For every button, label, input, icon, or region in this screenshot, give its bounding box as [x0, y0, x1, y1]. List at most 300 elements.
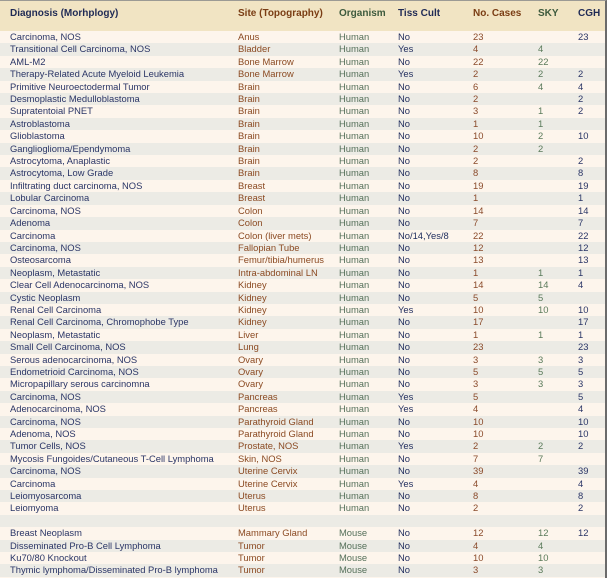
- cell-sky: [538, 205, 578, 217]
- cell-no-cases: 10: [473, 130, 484, 142]
- cell-organism: Human: [339, 142, 370, 154]
- cell-site: [238, 515, 339, 527]
- cell-cgh: 17: [578, 316, 589, 328]
- table-row[interactable]: [0, 527, 605, 539]
- table-row[interactable]: [0, 515, 605, 527]
- cell-cgh: 4: [578, 279, 584, 291]
- cell-organism: Human: [339, 254, 370, 266]
- cell-tiss-cult: No: [398, 490, 410, 502]
- table-row[interactable]: [0, 68, 605, 80]
- cell-diagnosis: Astrocytoma, Anaplastic: [10, 155, 111, 167]
- table-row[interactable]: [0, 167, 605, 179]
- cell-organism: Human: [339, 43, 370, 55]
- cell-no-cases: 22: [473, 55, 484, 67]
- cell-cgh: 12: [578, 241, 589, 253]
- cell-sky: 2: [538, 440, 544, 452]
- cell-organism: Human: [339, 477, 370, 489]
- cell-no-cases: 5: [473, 291, 479, 303]
- cell-organism: Mouse: [339, 552, 368, 564]
- cell-diagnosis: Mycosis Fungoides/Cutaneous T-Cell Lymphoma: [10, 452, 214, 464]
- cell-no-cases: 8: [473, 167, 479, 179]
- cell-tiss-cult: No: [398, 192, 410, 204]
- cell-sky: 1: [538, 328, 544, 340]
- table-row[interactable]: [0, 267, 605, 279]
- cell-sky: 3: [538, 564, 544, 576]
- cell-site: Tumor: [238, 539, 265, 551]
- cell-cgh: 10: [578, 130, 589, 142]
- cell-diagnosis: AML-M2: [10, 55, 46, 67]
- cell-diagnosis: Leiomyosarcoma: [10, 490, 82, 502]
- cell-no-cases: 23: [473, 341, 484, 353]
- table-row[interactable]: [0, 341, 605, 353]
- cell-cgh: 2: [578, 68, 584, 80]
- cell-organism: Human: [339, 378, 370, 390]
- column-header-organism[interactable]: Organism: [339, 8, 386, 19]
- cell-site: Femur/tibia/humerus: [238, 254, 324, 266]
- cell-cgh: 8: [578, 490, 584, 502]
- cell-sky: 4: [538, 80, 544, 92]
- cell-site: Kidney: [238, 279, 267, 291]
- cell-cgh: 4: [578, 403, 584, 415]
- column-header-sky[interactable]: SKY: [538, 8, 559, 19]
- cell-diagnosis: Adenoma: [10, 217, 51, 229]
- cell-no-cases: 2: [473, 93, 479, 105]
- cell-tiss-cult: No: [398, 55, 410, 67]
- cell-cgh: 12: [578, 527, 589, 539]
- cell-organism: Human: [339, 403, 370, 415]
- cell-tiss-cult: No: [398, 179, 410, 191]
- table-row[interactable]: [0, 552, 605, 564]
- cell-cgh: [578, 143, 605, 155]
- table-row[interactable]: [0, 304, 605, 316]
- cell-organism: Human: [339, 316, 370, 328]
- cell-diagnosis: Infiltrating duct carcinoma, NOS: [10, 179, 143, 191]
- cell-diagnosis: Ganglioglioma/Ependymoma: [10, 142, 131, 154]
- cell-tiss-cult: Yes: [398, 403, 414, 415]
- cell-diagnosis: Glioblastoma: [10, 130, 65, 142]
- table-row[interactable]: [0, 403, 605, 415]
- cell-cgh: [578, 43, 605, 55]
- table-row[interactable]: [0, 217, 605, 229]
- cell-tiss-cult: Yes: [398, 390, 414, 402]
- cell-organism: Human: [339, 452, 370, 464]
- cell-tiss-cult: No: [398, 415, 410, 427]
- table-row[interactable]: [0, 105, 605, 117]
- cell-tiss-cult: No: [398, 552, 410, 564]
- table-row[interactable]: [0, 391, 605, 403]
- cell-tiss-cult: Yes: [398, 303, 414, 315]
- cell-site: Colon: [238, 204, 263, 216]
- column-header-site[interactable]: Site (Topography): [238, 8, 323, 19]
- table-row[interactable]: [0, 440, 605, 452]
- cell-sky: [538, 155, 578, 167]
- cell-tiss-cult: No: [398, 80, 410, 92]
- cell-diagnosis: Small Cell Carcinoma, NOS: [10, 341, 126, 353]
- cell-sky: [538, 502, 578, 514]
- cell-tiss-cult: Yes: [398, 477, 414, 489]
- cell-sky: [538, 515, 578, 527]
- cell-no-cases: 3: [473, 564, 479, 576]
- cell-cgh: 1: [578, 192, 584, 204]
- cell-site: Tumor: [238, 552, 265, 564]
- cell-diagnosis: Neoplasm, Metastatic: [10, 266, 101, 278]
- table-row[interactable]: [0, 428, 605, 440]
- cell-sky: 3: [538, 378, 544, 390]
- cell-sky: [538, 428, 578, 440]
- cell-organism: [339, 515, 398, 527]
- cell-cgh: 1: [578, 328, 584, 340]
- cell-cgh: 22: [578, 229, 589, 241]
- table-row[interactable]: [0, 329, 605, 341]
- cell-tiss-cult: No: [398, 241, 410, 253]
- cell-diagnosis: Ku70/80 Knockout: [10, 552, 87, 564]
- table-row[interactable]: [0, 279, 605, 291]
- cell-cgh: 2: [578, 155, 584, 167]
- column-header-no-cases[interactable]: No. Cases: [473, 8, 522, 19]
- cell-site: Bladder: [238, 43, 271, 55]
- cell-cgh: 7: [578, 217, 584, 229]
- table-row[interactable]: [0, 155, 605, 167]
- cell-site: Skin, NOS: [238, 452, 282, 464]
- cell-organism: Human: [339, 179, 370, 191]
- cell-organism: Human: [339, 353, 370, 365]
- table-row[interactable]: [0, 354, 605, 366]
- cell-tiss-cult: No: [398, 266, 410, 278]
- cell-tiss-cult: No: [398, 341, 410, 353]
- cell-site: Colon: [238, 217, 263, 229]
- cell-site: Pancreas: [238, 403, 278, 415]
- cell-no-cases: 12: [473, 527, 484, 539]
- cell-diagnosis: Carcinoma, NOS: [10, 204, 81, 216]
- cell-sky: 5: [538, 365, 544, 377]
- cell-no-cases: 2: [473, 142, 479, 154]
- cell-site: Kidney: [238, 303, 267, 315]
- cell-cgh: 14: [578, 204, 589, 216]
- cell-site: Uterus: [238, 490, 266, 502]
- cell-sky: [538, 242, 578, 254]
- cell-diagnosis: Endometrioid Carcinoma, NOS: [10, 365, 139, 377]
- cell-organism: Human: [339, 130, 370, 142]
- cell-tiss-cult: No: [398, 564, 410, 576]
- cell-site: Tumor: [238, 564, 265, 576]
- cell-sky: [538, 403, 578, 415]
- cell-cgh: 2: [578, 105, 584, 117]
- cell-diagnosis: Desmoplastic Medulloblastoma: [10, 93, 140, 105]
- cell-organism: Human: [339, 204, 370, 216]
- cell-site: Fallopian Tube: [238, 241, 300, 253]
- cell-cgh: 2: [578, 502, 584, 514]
- cell-site: Brain: [238, 105, 260, 117]
- table-row[interactable]: [0, 465, 605, 477]
- cell-no-cases: 39: [473, 465, 484, 477]
- cell-no-cases: 2: [473, 502, 479, 514]
- cell-no-cases: 14: [473, 204, 484, 216]
- cell-cgh: 3: [578, 353, 584, 365]
- cell-cgh: [578, 118, 605, 130]
- table-row[interactable]: [0, 180, 605, 192]
- cell-organism: Mouse: [339, 527, 368, 539]
- cell-sky: 1: [538, 117, 544, 129]
- cell-cgh: 4: [578, 477, 584, 489]
- cell-diagnosis: Carcinoma, NOS: [10, 241, 81, 253]
- table-row[interactable]: [0, 192, 605, 204]
- cell-organism: Human: [339, 291, 370, 303]
- cell-tiss-cult: No: [398, 254, 410, 266]
- cell-organism: Human: [339, 390, 370, 402]
- cell-no-cases: 23: [473, 31, 484, 42]
- cell-site: Kidney: [238, 291, 267, 303]
- cell-site: Parathyroid Gland: [238, 428, 314, 439]
- cell-tiss-cult: No: [398, 105, 410, 117]
- cell-diagnosis: Astrocytoma, Low Grade: [10, 167, 114, 179]
- table-row[interactable]: [0, 56, 605, 68]
- cell-tiss-cult: No: [398, 291, 410, 303]
- cell-no-cases: 4: [473, 477, 479, 489]
- cell-sky: [538, 217, 578, 229]
- cell-no-cases: 3: [473, 378, 479, 390]
- cell-no-cases: 5: [473, 390, 479, 402]
- cell-cgh: [578, 292, 605, 304]
- cell-organism: Human: [339, 217, 370, 229]
- cell-tiss-cult: No: [398, 279, 410, 291]
- cell-no-cases: 1: [473, 192, 479, 204]
- cell-sky: [538, 180, 578, 192]
- cell-no-cases: 4: [473, 403, 479, 415]
- cell-cgh: [578, 540, 605, 552]
- cell-organism: Human: [339, 80, 370, 92]
- cell-sky: [538, 465, 578, 477]
- cell-tiss-cult: No: [398, 539, 410, 551]
- cell-sky: 2: [538, 68, 544, 80]
- cell-cgh: 13: [578, 254, 589, 266]
- cell-site: Prostate, NOS: [238, 440, 299, 452]
- cell-sky: [538, 192, 578, 204]
- cell-cgh: 10: [578, 303, 589, 315]
- cell-sky: [538, 341, 578, 353]
- cell-sky: [538, 230, 578, 242]
- cell-diagnosis: Astroblastoma: [10, 117, 70, 129]
- cell-no-cases: 14: [473, 279, 484, 291]
- cell-site: Brain: [238, 117, 260, 129]
- cell-organism: Human: [339, 328, 370, 340]
- cell-sky: 7: [538, 452, 544, 464]
- table-row[interactable]: [0, 43, 605, 55]
- cell-site: Anus: [238, 31, 260, 42]
- table-row[interactable]: [0, 478, 605, 490]
- cell-organism: Human: [339, 155, 370, 167]
- cell-diagnosis: Carcinoma, NOS: [10, 415, 81, 427]
- cell-tiss-cult: No: [398, 527, 410, 539]
- cell-sky: [538, 391, 578, 403]
- cell-cgh: 19: [578, 179, 589, 191]
- table-header-row: [0, 1, 605, 31]
- cell-sky: 4: [538, 539, 544, 551]
- cell-cgh: [578, 552, 605, 564]
- cell-organism: Human: [339, 428, 370, 439]
- cell-diagnosis: Carcinoma: [10, 477, 56, 489]
- cell-cgh: 23: [578, 341, 589, 353]
- cell-no-cases: 1: [473, 117, 479, 129]
- cell-cgh: 10: [578, 415, 589, 427]
- cell-no-cases: 12: [473, 241, 484, 253]
- cell-site: Brain: [238, 155, 260, 167]
- cell-sky: [538, 93, 578, 105]
- cell-cgh: 3: [578, 378, 584, 390]
- column-header-cgh[interactable]: CGH: [578, 8, 601, 19]
- cell-no-cases: 19: [473, 179, 484, 191]
- cell-diagnosis: Breast Neoplasm: [10, 527, 82, 539]
- cell-diagnosis: Serous adenocarcinoma, NOS: [10, 353, 138, 365]
- cell-no-cases: 10: [473, 415, 484, 427]
- cell-cgh: 5: [578, 390, 584, 402]
- cell-diagnosis: Osteosarcoma: [10, 254, 71, 266]
- cell-sky: 12: [538, 527, 549, 539]
- cell-diagnosis: Adenoma, NOS: [10, 428, 76, 439]
- cell-site: Ovary: [238, 353, 264, 365]
- cell-tiss-cult: No: [398, 452, 410, 464]
- cell-tiss-cult: [398, 515, 473, 527]
- cell-sky: [538, 416, 578, 428]
- cell-diagnosis: Carcinoma: [10, 229, 56, 241]
- cell-organism: Human: [339, 341, 370, 353]
- cell-cgh: [578, 515, 605, 527]
- cell-no-cases: 3: [473, 105, 479, 117]
- table-row[interactable]: [0, 453, 605, 465]
- cell-no-cases: 3: [473, 353, 479, 365]
- cell-no-cases: 7: [473, 452, 479, 464]
- cell-cgh: 5: [578, 365, 584, 377]
- table-row[interactable]: [0, 242, 605, 254]
- cell-tiss-cult: Yes: [398, 440, 414, 452]
- cell-site: Ovary: [238, 365, 264, 377]
- cell-site: Uterine Cervix: [238, 477, 298, 489]
- cell-cgh: 39: [578, 465, 589, 477]
- cell-diagnosis: Carcinoma, NOS: [10, 31, 81, 42]
- cell-organism: Human: [339, 490, 370, 502]
- cell-tiss-cult: No: [398, 353, 410, 365]
- cell-site: Bone Marrow: [238, 55, 294, 67]
- cell-organism: Human: [339, 440, 370, 452]
- cell-tiss-cult: No: [398, 378, 410, 390]
- cell-site: Liver: [238, 328, 259, 340]
- cell-no-cases: 5: [473, 365, 479, 377]
- cell-organism: Human: [339, 55, 370, 67]
- cell-organism: Human: [339, 117, 370, 129]
- cell-tiss-cult: No/14,Yes/8: [398, 229, 449, 241]
- cell-tiss-cult: No: [398, 117, 410, 129]
- cell-site: Lung: [238, 341, 259, 353]
- cell-tiss-cult: No: [398, 328, 410, 340]
- cell-site: Colon (liver mets): [238, 229, 312, 241]
- cell-sky: 4: [538, 43, 544, 55]
- cell-diagnosis: Carcinoma, NOS: [10, 390, 81, 402]
- table-row[interactable]: [0, 230, 605, 242]
- cell-organism: Human: [339, 31, 370, 42]
- cell-site: Brain: [238, 142, 260, 154]
- cell-site: Mammary Gland: [238, 527, 308, 539]
- cell-diagnosis: Renal Cell Carcinoma: [10, 303, 102, 315]
- cell-organism: Human: [339, 303, 370, 315]
- cell-diagnosis: Primitive Neuroectodermal Tumor: [10, 80, 150, 92]
- table-row[interactable]: [0, 118, 605, 130]
- cell-sky: 1: [538, 266, 544, 278]
- table-row[interactable]: [0, 502, 605, 514]
- cell-site: Kidney: [238, 316, 267, 328]
- cell-no-cases: 4: [473, 539, 479, 551]
- cell-cgh: 2: [578, 440, 584, 452]
- cell-site: Parathyroid Gland: [238, 415, 314, 427]
- table-row[interactable]: [0, 143, 605, 155]
- cell-tiss-cult: No: [398, 502, 410, 514]
- cell-cgh: [578, 453, 605, 465]
- table-row[interactable]: [0, 130, 605, 142]
- cell-no-cases: 10: [473, 428, 484, 439]
- column-header-tiss-cult[interactable]: Tiss Cult: [398, 8, 441, 19]
- table-row[interactable]: [0, 540, 605, 552]
- cell-site: Intra-abdominal LN: [238, 266, 318, 278]
- cell-no-cases: 2: [473, 68, 479, 80]
- column-header-diagnosis[interactable]: Diagnosis (Morhplogy): [10, 8, 119, 19]
- table-row[interactable]: [0, 254, 605, 266]
- table-row[interactable]: [0, 93, 605, 105]
- cell-tiss-cult: No: [398, 217, 410, 229]
- cell-diagnosis: Therapy-Related Acute Myeloid Leukemia: [10, 68, 185, 80]
- case-table: [0, 1, 605, 577]
- cell-no-cases: 8: [473, 490, 479, 502]
- cell-cgh: 10: [578, 428, 589, 439]
- cell-organism: Mouse: [339, 539, 368, 551]
- cell-tiss-cult: No: [398, 142, 410, 154]
- table-row[interactable]: [0, 490, 605, 502]
- cell-organism: Human: [339, 465, 370, 477]
- table-row[interactable]: [0, 31, 605, 43]
- cell-organism: Human: [339, 502, 370, 514]
- table-row[interactable]: [0, 316, 605, 328]
- cell-organism: Mouse: [339, 564, 368, 576]
- cell-no-cases: 2: [473, 155, 479, 167]
- cell-diagnosis: Carcinoma, NOS: [10, 465, 81, 477]
- cell-diagnosis: Thymic lymphoma/Disseminated Pro-B lymphoma: [10, 564, 218, 576]
- cell-sky: [538, 490, 578, 502]
- cell-organism: Human: [339, 266, 370, 278]
- cell-sky: 10: [538, 552, 549, 564]
- cell-diagnosis: Leiomyoma: [10, 502, 59, 514]
- table-row[interactable]: [0, 81, 605, 93]
- table-row[interactable]: [0, 292, 605, 304]
- cell-site: Brain: [238, 80, 260, 92]
- cell-cgh: [578, 564, 605, 576]
- cell-organism: Human: [339, 167, 370, 179]
- cell-site: Brain: [238, 130, 260, 142]
- cell-site: Bone Marrow: [238, 68, 294, 80]
- table-row[interactable]: [0, 366, 605, 378]
- cell-diagnosis: Micropapillary serous carcinomna: [10, 378, 150, 390]
- table-row[interactable]: [0, 205, 605, 217]
- cell-diagnosis: Supratentoial PNET: [10, 105, 93, 117]
- table-row[interactable]: [0, 564, 605, 576]
- cell-no-cases: 13: [473, 254, 484, 266]
- cell-tiss-cult: No: [398, 167, 410, 179]
- table-row[interactable]: [0, 416, 605, 428]
- cell-tiss-cult: No: [398, 428, 410, 439]
- cell-organism: Human: [339, 68, 370, 80]
- cell-diagnosis: Lobular Carcinoma: [10, 192, 90, 204]
- cell-no-cases: 10: [473, 303, 484, 315]
- cell-no-cases: 1: [473, 266, 479, 278]
- table-row[interactable]: [0, 378, 605, 390]
- cell-sky: 3: [538, 353, 544, 365]
- cell-site: Ovary: [238, 378, 264, 390]
